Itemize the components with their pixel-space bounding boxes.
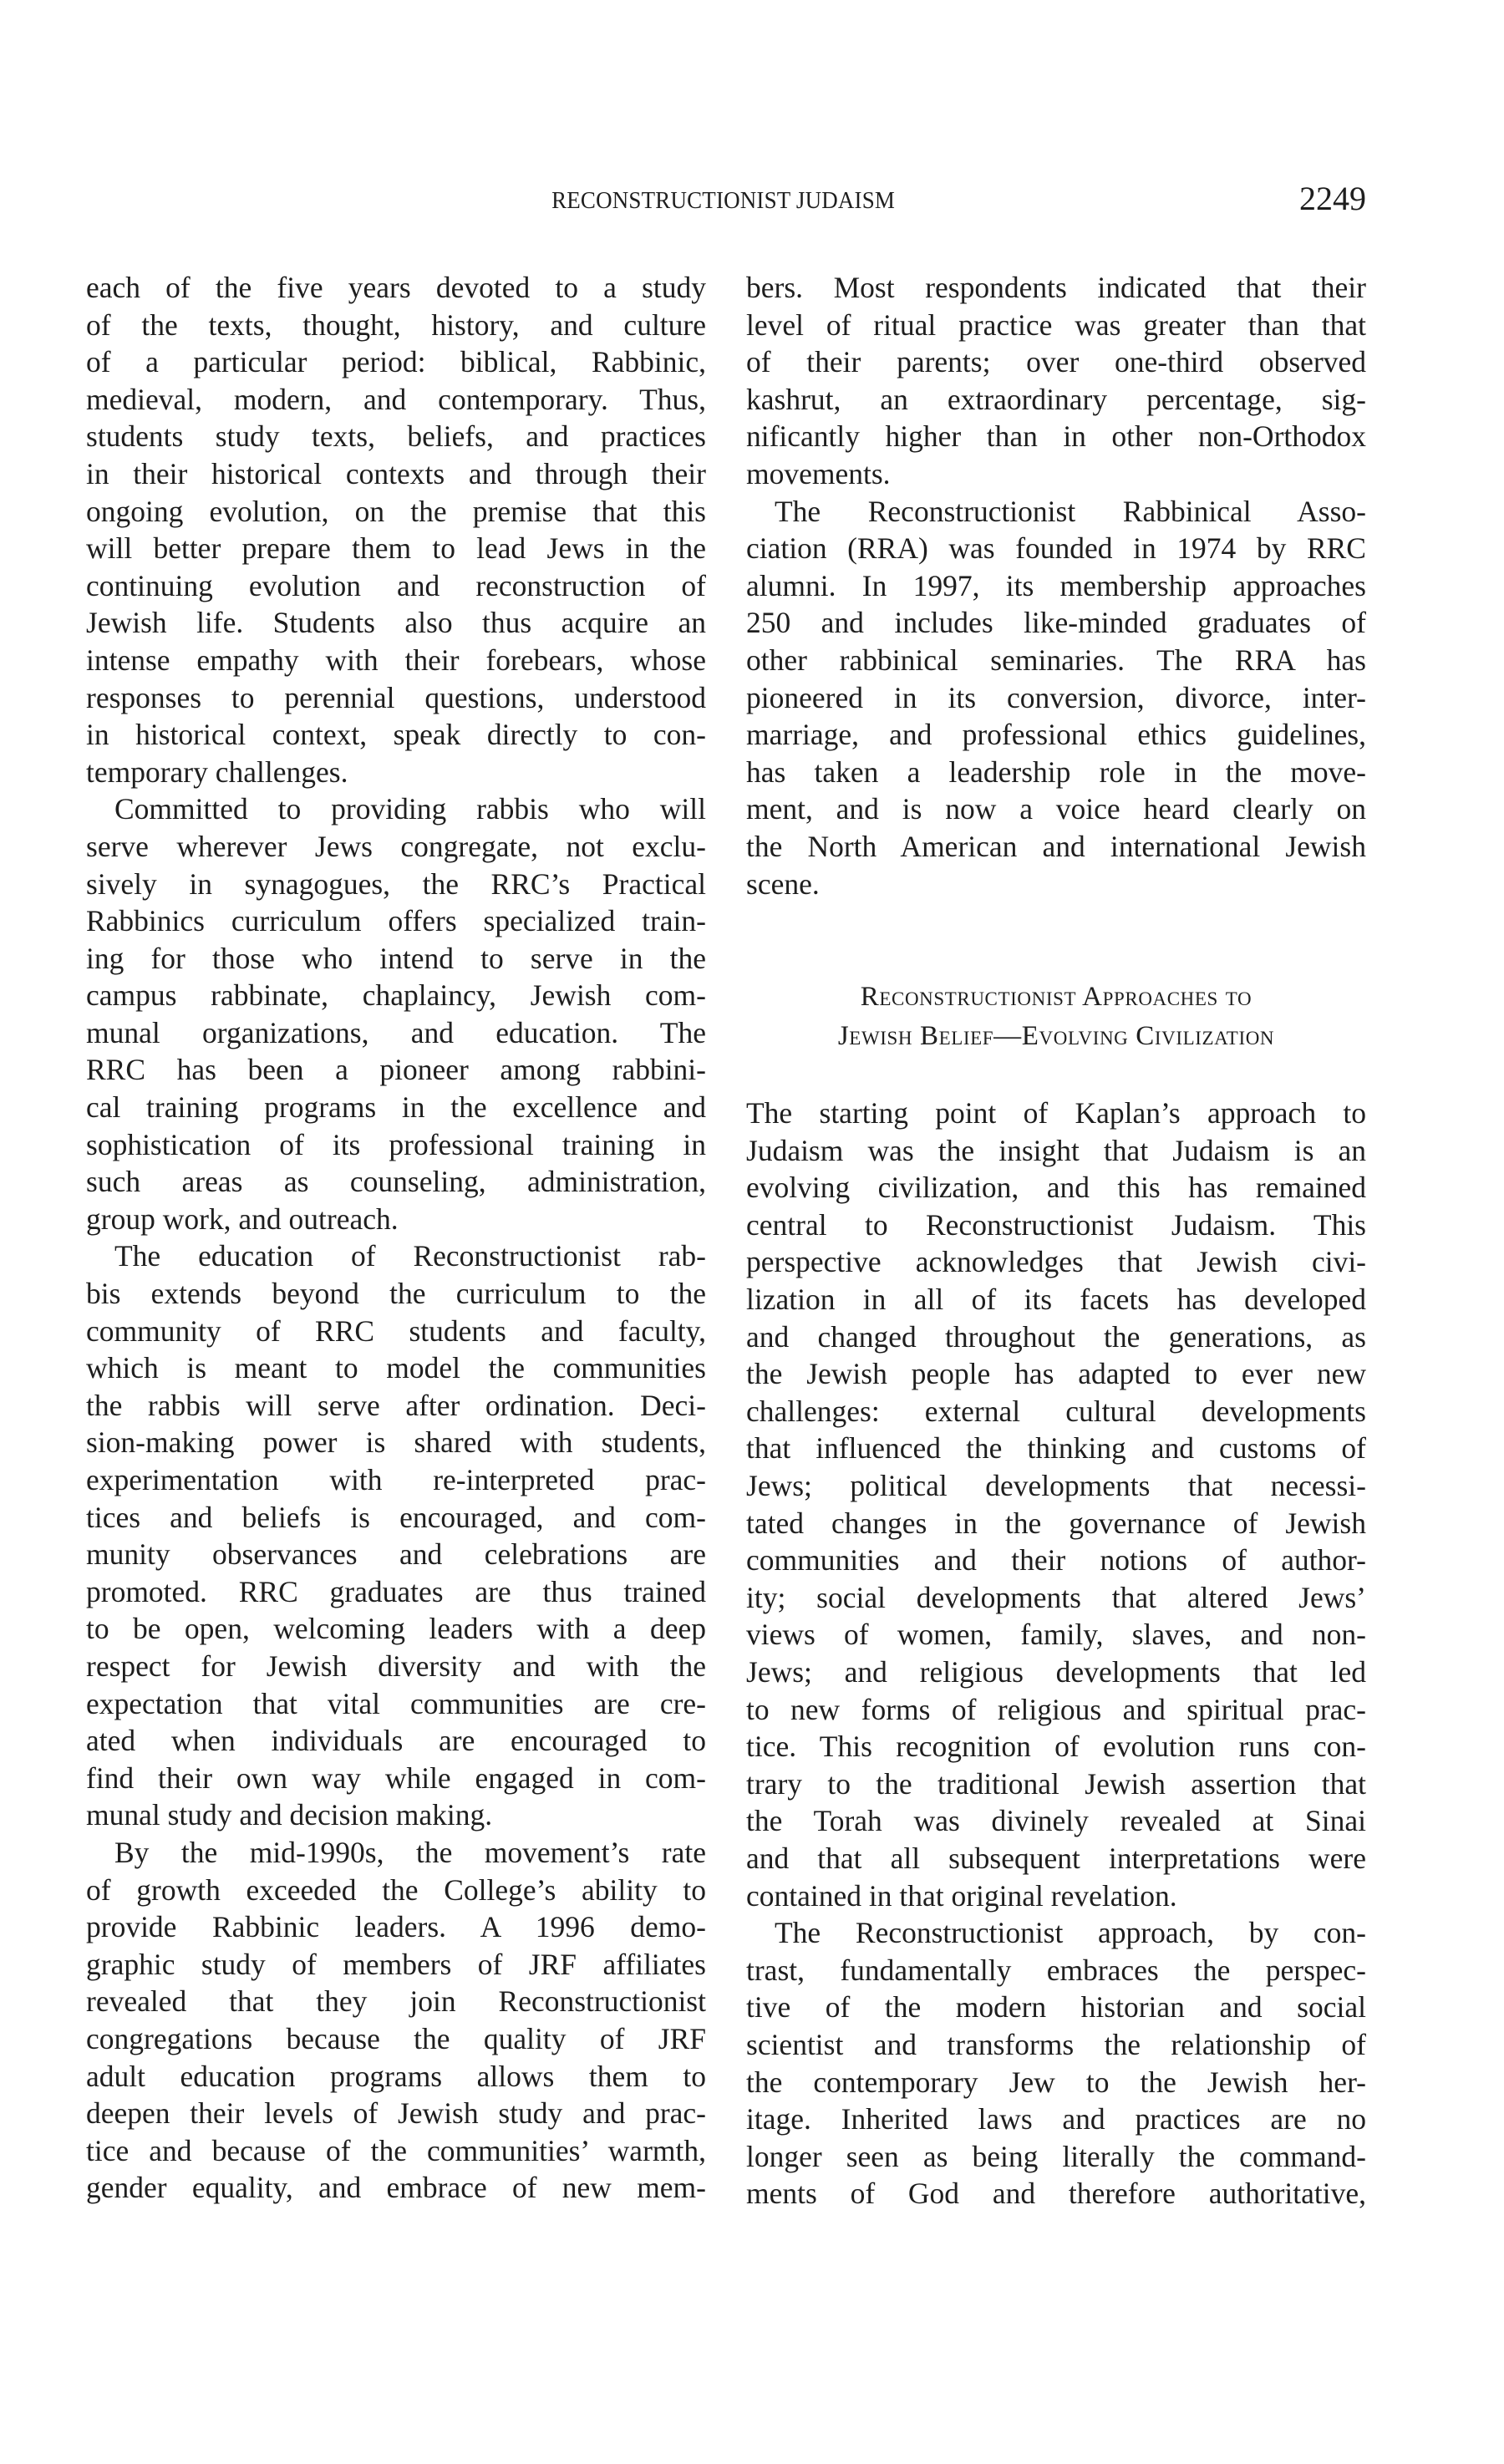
left-column (86, 269, 706, 2207)
text-line: ongoing evolution, on the premise that this (86, 494, 706, 528)
text-line: that influenced the thinking and customs of (746, 1431, 1366, 1466)
text-line: contained in that original revelation. (746, 1878, 1177, 1913)
text-line: graphic study of members of JRF affiliates (86, 1947, 706, 1981)
text-line: of the texts, thought, history, and culture (86, 307, 706, 342)
text-line: longer seen as being literally the command- (746, 2139, 1366, 2173)
text-line: munity observances and celebrations are (86, 1537, 706, 1572)
text-line: movements. (746, 456, 891, 490)
text-line: the Jewish people has adapted to ever new (746, 1357, 1366, 1391)
text-line: to new forms of religious and spiritual prac- (746, 1692, 1366, 1726)
right-column (746, 269, 1366, 2213)
text-line: kashrut, an extraordinary percentage, sig- (746, 382, 1366, 416)
running-title: RECONSTRUCTIONIST JUDAISM (551, 187, 896, 214)
text-line: tices and beliefs is encouraged, and com- (86, 1500, 706, 1534)
text-line: gender equality, and embrace of new mem- (86, 2171, 706, 2205)
text-line: tated changes in the governance of Jewish (746, 1506, 1366, 1540)
text-line: continuing evolution and reconstruction of (86, 568, 706, 602)
text-line: By the mid-1990s, the movement’s rate (114, 1835, 706, 1869)
text-line: evolving civilization, and this has remained (746, 1171, 1366, 1205)
text-line: such areas as counseling, administration, (86, 1165, 706, 1199)
text-line: find their own way while engaged in com- (86, 1760, 706, 1795)
text-line: ated when individuals are encouraged to (86, 1724, 706, 1758)
text-line: other rabbinical seminaries. The RRA has (746, 643, 1366, 677)
section-heading-line-1: Reconstructionist Approaches to (860, 982, 1252, 1013)
text-line: scene. (746, 866, 820, 901)
right-column-bottom-text (746, 1095, 1366, 2213)
text-line: Jews; and religious developments that led (746, 1655, 1366, 1689)
text-line: has taken a leadership role in the move- (746, 754, 1366, 789)
text-line: Rabbinics curriculum offers specialized train- (86, 904, 706, 938)
text-line: promoted. RRC graduates are thus trained (86, 1574, 706, 1608)
text-line: the contemporary Jew to the Jewish her- (746, 2065, 1366, 2099)
text-line: serve wherever Jews congregate, not exclu- (86, 829, 706, 863)
text-line: ciation (RRA) was founded in 1974 by RRC (746, 531, 1366, 566)
text-line: campus rabbinate, chaplaincy, Jewish com- (86, 978, 706, 1013)
text-line: the North American and international Jewish (746, 829, 1366, 863)
text-line: The Reconstructionist approach, by con- (775, 1916, 1366, 1950)
page-number: 2249 (1299, 180, 1366, 217)
text-line: lization in all of its facets has developed (746, 1283, 1366, 1317)
text-line: each of the five years devoted to a study (86, 271, 706, 304)
text-line: nificantly higher than in other non-Orthodox (746, 419, 1366, 454)
text-line: adult education programs allows them to (86, 2059, 706, 2093)
text-line: of growth exceeded the College’s ability to (86, 1872, 706, 1907)
text-line: trary to the traditional Jewish assertion that (746, 1766, 1366, 1801)
text-line: the rabbis will serve after ordination. Deci- (86, 1388, 706, 1422)
text-line: 250 and includes like-minded graduates of (746, 606, 1366, 640)
text-line: tice. This recognition of evolution runs con- (746, 1730, 1366, 1764)
text-line: Committed to providing rabbis who will (114, 792, 706, 826)
text-line: ments of God and therefore authoritative, (746, 2177, 1366, 2211)
text-line: perspective acknowledges that Jewish civi- (746, 1245, 1366, 1279)
running-head (0, 182, 1504, 219)
text-line: ity; social developments that altered Jews’ (746, 1580, 1366, 1614)
text-line: intense empathy with their forebears, whose (86, 643, 706, 677)
text-line: Jews; political developments that necessi- (746, 1469, 1366, 1503)
text-line: cal training programs in the excellence and (86, 1090, 706, 1125)
text-line: of their parents; over one-third observed (746, 345, 1366, 379)
text-line: experimentation with re-interpreted prac- (86, 1463, 706, 1496)
text-line: communities and their notions of author- (746, 1543, 1366, 1577)
text-line: pioneered in its conversion, divorce, inter- (746, 680, 1366, 714)
text-line: in historical context, speak directly to con- (86, 718, 706, 752)
text-line: ment, and is now a voice heard clearly on (746, 792, 1366, 826)
text-line: respect for Jewish diversity and with the (86, 1649, 706, 1683)
text-line: and changed throughout the generations, as (746, 1319, 1366, 1354)
text-line: The Reconstructionist Rabbinical Asso- (775, 494, 1366, 528)
text-line: tive of the modern historian and social (746, 1990, 1366, 2025)
text-line: munal study and decision making. (86, 1798, 493, 1832)
text-line: sion-making power is shared with students, (86, 1425, 706, 1460)
text-line: challenges: external cultural developments (746, 1394, 1366, 1428)
text-line: Jewish life. Students also thus acquire an (86, 606, 706, 640)
text-line: deepen their levels of Jewish study and prac- (86, 2096, 706, 2131)
text-line: in their historical contexts and through their (86, 456, 706, 490)
text-line: congregations because the quality of JRF (86, 2021, 706, 2055)
text-line: responses to perennial questions, understood (86, 680, 706, 714)
text-line: bers. Most respondents indicated that their (746, 271, 1366, 304)
section-heading (746, 978, 1366, 1056)
text-line: provide Rabbinic leaders. A 1996 demo- (86, 1910, 706, 1944)
text-line: munal organizations, and education. The (86, 1015, 706, 1049)
text-line: of a particular period: biblical, Rabbinic, (86, 345, 706, 379)
text-line: The starting point of Kaplan’s approach to (746, 1096, 1366, 1130)
text-line: which is meant to model the communities (86, 1351, 706, 1385)
text-line: The education of Reconstructionist rab- (114, 1239, 706, 1273)
text-line: tice and because of the communities’ warmth, (86, 2133, 706, 2167)
text-line: group work, and outreach. (86, 1202, 399, 1236)
section-heading-line-2: Jewish Belief—Evolving Civilization (837, 1021, 1275, 1052)
text-line: and that all subsequent interpretations were (746, 1841, 1366, 1875)
text-line: will better prepare them to lead Jews in the (86, 531, 706, 566)
text-line: level of ritual practice was greater than that (746, 307, 1366, 342)
text-line: sophistication of its professional training in (86, 1127, 706, 1161)
text-line: scientist and transforms the relationship of (746, 2027, 1366, 2061)
right-column-top-text (746, 269, 1366, 902)
text-line: ing for those who intend to serve in the (86, 941, 706, 975)
text-line: central to Reconstructionist Judaism. This (746, 1207, 1366, 1242)
text-line: RRC has been a pioneer among rabbini- (86, 1053, 706, 1087)
text-line: views of women, family, slaves, and non- (746, 1618, 1366, 1652)
text-line: alumni. In 1997, its membership approaches (746, 568, 1366, 602)
text-line: community of RRC students and faculty, (86, 1313, 706, 1348)
text-line: expectation that vital communities are cre- (86, 1686, 706, 1720)
text-line: Judaism was the insight that Judaism is an (746, 1133, 1366, 1167)
text-line: itage. Inherited laws and practices are no (746, 2102, 1366, 2136)
text-line: students study texts, beliefs, and practices (86, 419, 706, 454)
text-line: sively in synagogues, the RRC’s Practical (86, 866, 706, 901)
text-line: marriage, and professional ethics guidelines, (746, 718, 1366, 752)
text-line: medieval, modern, and contemporary. Thus, (86, 382, 706, 416)
text-line: revealed that they join Reconstructionist (86, 1984, 706, 2019)
text-line: bis extends beyond the curriculum to the (86, 1277, 706, 1311)
text-line: trast, fundamentally embraces the perspec- (746, 1953, 1366, 1987)
text-line: temporary challenges. (86, 754, 348, 789)
text-line: the Torah was divinely revealed at Sinai (746, 1804, 1366, 1838)
text-line: to be open, welcoming leaders with a deep (86, 1612, 706, 1646)
